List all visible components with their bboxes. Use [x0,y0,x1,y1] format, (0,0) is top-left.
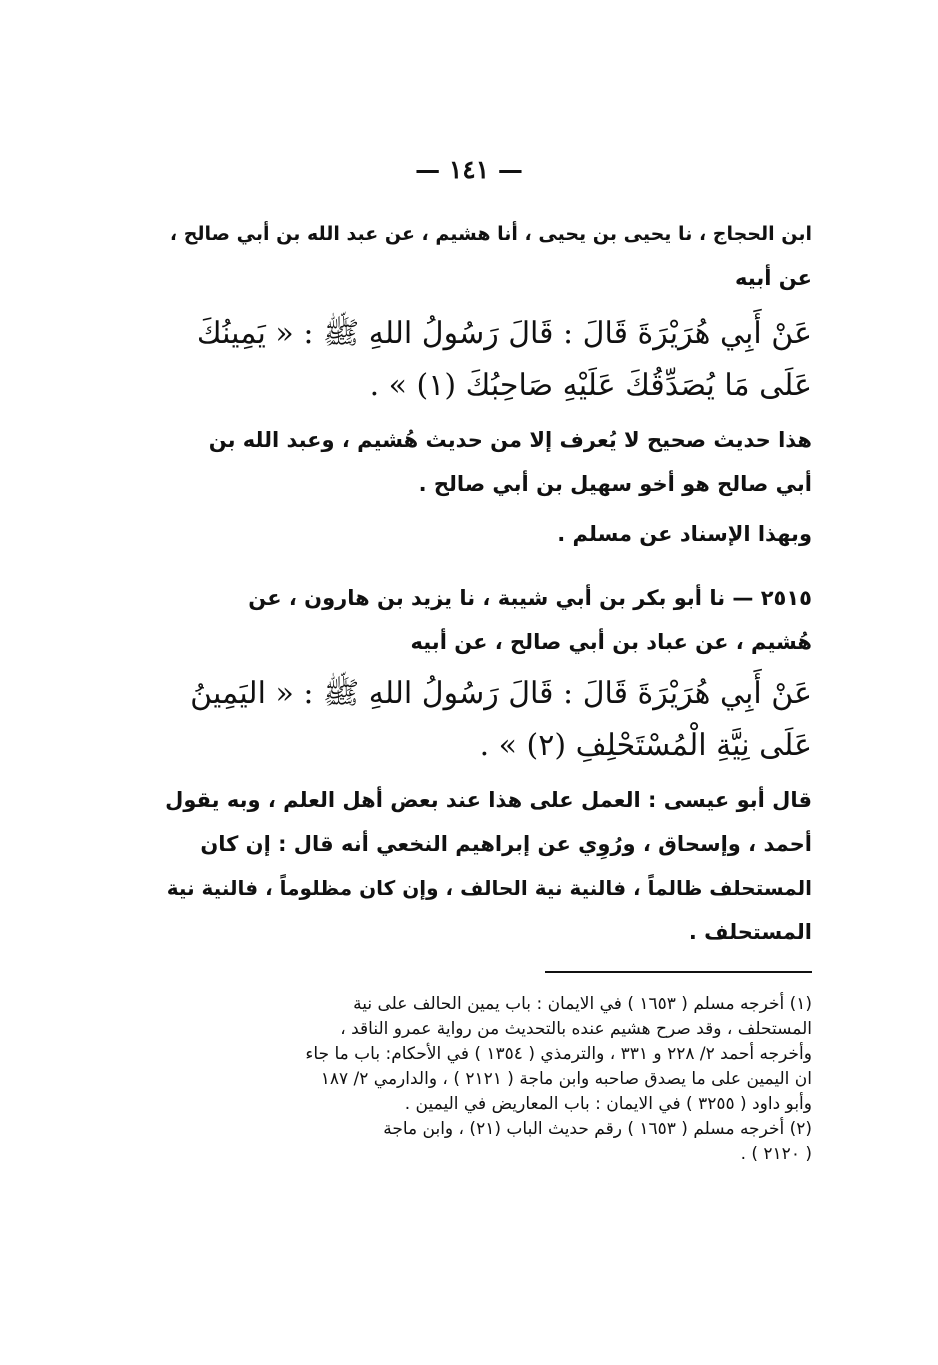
isnad-note [155,512,812,556]
text-line: عَلَى نِيَّةِ الْمُسْتَحْلِفِ (٢) » . [479,728,812,763]
hadith-2515-isnad [155,576,812,664]
text-line: المستحلف . [688,920,812,944]
hadith-text-1 [155,308,812,412]
text-line: ابن الحجاج ، نا يحيى بن يحيى ، أنا هشيم ، عن عبد الله بن أبي صالح ، [169,223,812,245]
footnote-line: ان اليمين على ما يصدق صاحبه وابن ماجة ( ٢١٢١ ) ، والدارمي ٢/ ١٨٧ [320,1069,812,1089]
text-line: عَلَى مَا يُصَدِّقُكَ عَلَيْهِ صَاحِبُكَ (١) » . [369,368,812,403]
footnote-line: ( ٢١٢٠ ) . [740,1144,812,1164]
commentary-2 [155,778,812,954]
text-line: أبي صالح هو أخو سهيل بن أبي صالح . [418,472,812,496]
text-line: المستحلف ظالماً ، فالنية نية الحالف ، وإن كان مظلوماً ، فالنية نية [166,876,812,900]
text-line: عَنْ أَبِي هُرَيْرَةَ قَالَ : قَالَ رَسُولُ اللهِ ﷺ : « يَمِينُكَ [196,316,812,351]
text-line: عن أبيه [735,266,812,290]
hadith-text-2 [155,668,812,772]
text-line: هذا حديث صحيح لا يُعرف إلا من حديث هُشيم ، وعبد الله بن [208,428,812,452]
commentary-1 [155,418,812,506]
footnote-line: المستحلف ، وقد صرح هشيم عنده بالتحديث من رواية عمرو الناقد ، [340,1019,812,1039]
footnote-divider [545,971,812,973]
text-line: وبهذا الإسناد عن مسلم . [557,522,812,546]
text-line: أحمد ، وإسحاق ، ورُوِي عن إبراهيم النخعي أنه قال : إن كان [200,832,812,856]
text-line: قال أبو عيسى : العمل على هذا عند بعض أهل العلم ، وبه يقول [165,788,812,812]
footnote-line: (١) أخرجه مسلم ( ١٦٥٣ ) في الايمان : باب يمين الحالف على نية [353,994,812,1014]
intro-isnad [155,212,812,300]
footnote-line: وأخرجه أحمد ٢/ ٢٢٨ و ٣٣١ ، والترمذي ( ١٣٥٤ ) في الأحكام: باب ما جاء [305,1044,812,1064]
text-line: عَنْ أَبِي هُرَيْرَةَ قَالَ : قَالَ رَسُولُ اللهِ ﷺ : « اليَمِينُ [190,676,812,711]
text-line: هُشيم ، عن عباد بن أبي صالح ، عن أبيه [410,630,812,654]
footnote-line: وأبو داود ( ٣٢٥٥ ) في الايمان : باب المعاريض في اليمين . [404,1094,812,1114]
footnotes [155,992,812,1167]
footnote-line: (٢) أخرجه مسلم ( ١٦٥٣ ) رقم حديث الباب (٢١) ، وابن ماجة [383,1119,812,1139]
text-line: ٢٥١٥ — نا أبو بكر بن أبي شيبة ، نا يزيد بن هارون ، عن [248,586,812,610]
page-number: — ١٤١ — [415,155,523,184]
